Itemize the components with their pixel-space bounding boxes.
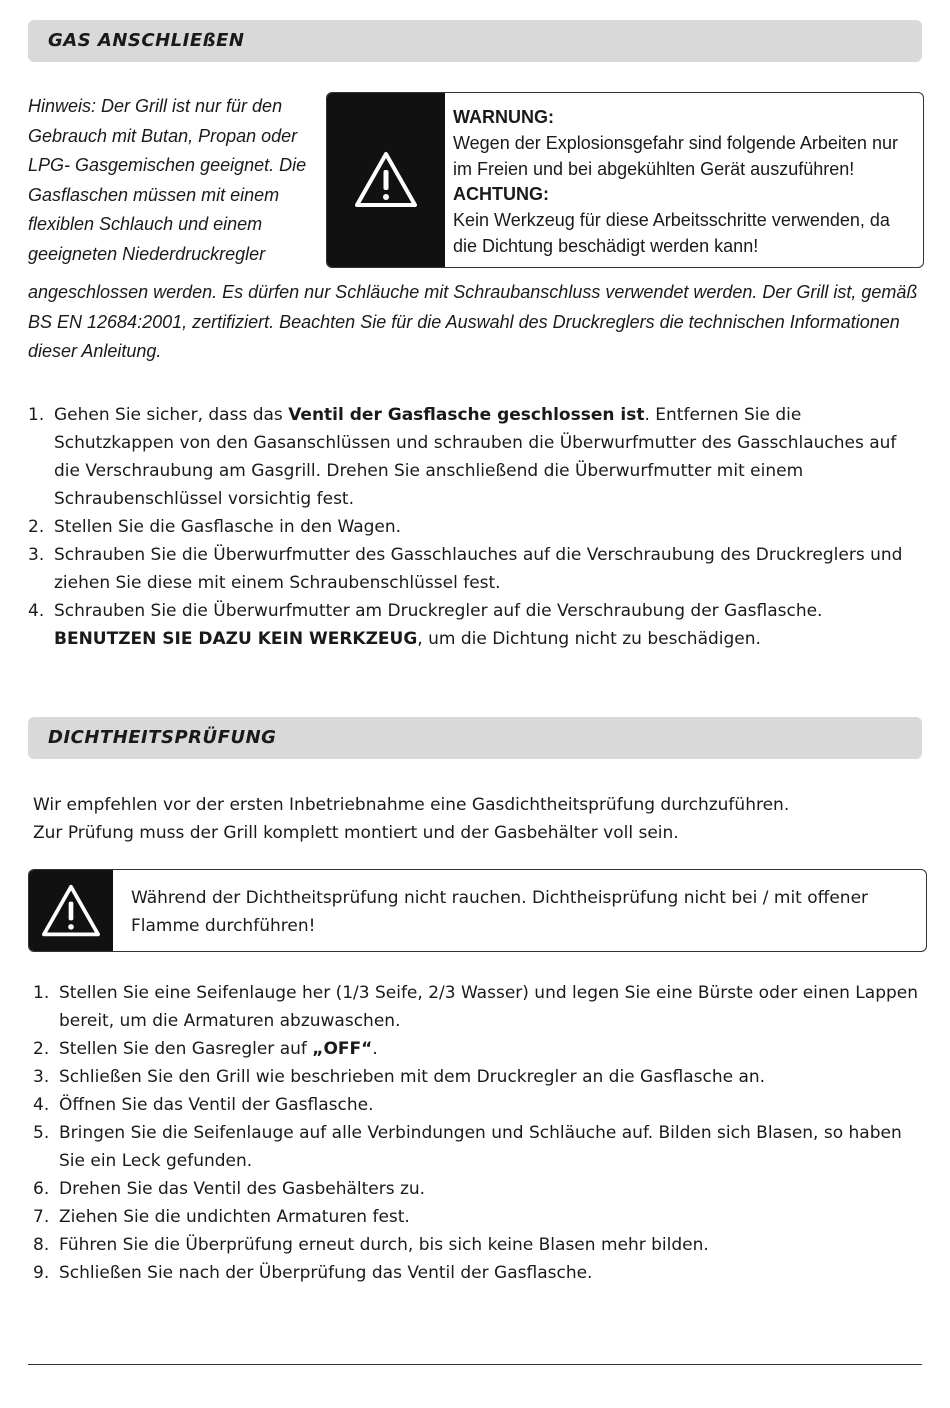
step-text: Ziehen Sie die undichten Armaturen fest.	[59, 1207, 410, 1227]
step-item	[33, 1259, 923, 1287]
step-text: Schrauben Sie die Überwurfmutter am Druckregler auf die Verschraubung der Gasflasche.	[54, 601, 823, 621]
gas-connection-steps	[28, 401, 924, 653]
step-emphasis: BENUTZEN SIE DAZU KEIN WERKZEUG	[54, 629, 418, 649]
footer-divider	[28, 1364, 922, 1365]
step-text: Bringen Sie die Seifenlauge auf alle Verbindungen und Schläuche auf. Bilden sich Blasen, so haben Sie ein Leck gefunden.	[59, 1123, 902, 1171]
section-title: DICHTHEITSPRÜFUNG	[48, 727, 277, 748]
step-item	[33, 979, 923, 1035]
step-number: 5.	[33, 1123, 50, 1143]
warning-text	[453, 105, 913, 260]
warning-box	[28, 869, 927, 952]
step-text: Stellen Sie die Gasflasche in den Wagen.	[54, 517, 402, 537]
step-text: Gehen Sie sicher, dass das	[54, 405, 289, 425]
step-text: .	[372, 1039, 378, 1059]
step-number: 7.	[33, 1207, 50, 1227]
step-emphasis: Ventil der Gasflasche geschlossen ist	[288, 405, 645, 425]
step-number: 9.	[33, 1263, 50, 1283]
step-text: . Entfernen Sie die Schutzkappen von den Gasanschlüssen und schrauben die Überwurfmutter des Gasschlauches auf die Verschraubung am Gasgrill. Drehen Sie anschließend die Überwurfmutter mit einem Schraubenschlüssel vorsichtig fest.	[54, 405, 897, 509]
intro-line: Wir empfehlen vor der ersten Inbetriebnahme eine Gasdichtheitsprüfung durchzuführen.	[33, 795, 790, 815]
step-text: Drehen Sie das Ventil des Gasbehälters zu.	[59, 1179, 426, 1199]
section-title: GAS ANSCHLIEßEN	[48, 30, 245, 51]
warning-icon-panel	[327, 93, 445, 267]
step-item	[33, 1175, 923, 1203]
step-item	[28, 541, 924, 597]
warning-triangle-icon	[40, 883, 102, 939]
section-header-gas-anschliessen	[28, 20, 922, 62]
step-text: Schrauben Sie die Überwurfmutter des Gasschlauches auf die Verschraubung des Druckreglers und ziehen Sie diese mit einem Schraubenschlüssel fest.	[54, 545, 903, 593]
warning-heading: WARNUNG:	[453, 107, 554, 127]
step-number: 1.	[28, 405, 45, 425]
warning-icon-panel	[29, 870, 113, 951]
step-item	[33, 1063, 923, 1091]
step-item	[28, 513, 924, 541]
step-text: Stellen Sie den Gasregler auf	[59, 1039, 313, 1059]
warning-triangle-icon	[353, 150, 419, 210]
hinweis-note-continued: angeschlossen werden. Es dürfen nur Schläuche mit Schraubanschluss verwendet werden. Der Grill ist, gemäß BS EN 12684:2001, zertifiziert. Beachten Sie für die Auswahl des Druckreglers die technischen Informationen dieser Anleitung.	[28, 282, 918, 361]
step-number: 3.	[33, 1067, 50, 1087]
step-item	[28, 401, 924, 513]
step-number: 4.	[28, 601, 45, 621]
step-item	[33, 1203, 923, 1231]
step-emphasis: „OFF“	[312, 1039, 373, 1059]
step-item	[33, 1119, 923, 1175]
step-number: 8.	[33, 1235, 50, 1255]
hinweis-note: Hinweis: Der Grill ist nur für den Gebrauch mit Butan, Propan oder LPG- Gasgemischen geeignet. Die Gasflaschen müssen mit einem flexiblen Schlauch und einem geeigneten Niederdruckregler	[28, 96, 307, 264]
step-text: Öffnen Sie das Ventil der Gasflasche.	[59, 1095, 374, 1115]
caution-body: Kein Werkzeug für diese Arbeitsschritte verwenden, da die Dichtung beschädigt werden kann!	[453, 210, 890, 256]
step-text: Stellen Sie eine Seifenlauge her (1/3 Seife, 2/3 Wasser) und legen Sie eine Bürste oder einen Lappen bereit, um die Armaturen abzuwaschen.	[59, 983, 919, 1031]
step-item	[33, 1091, 923, 1119]
step-item	[33, 1035, 923, 1063]
step-number: 2.	[33, 1039, 50, 1059]
step-number: 3.	[28, 545, 45, 565]
step-text: Schließen Sie den Grill wie beschrieben mit dem Druckregler an die Gasflasche an.	[59, 1067, 766, 1087]
step-item	[28, 597, 924, 653]
step-number: 1.	[33, 983, 50, 1003]
section-header-dichtheitspruefung	[28, 717, 922, 759]
step-number: 4.	[33, 1095, 50, 1115]
leak-test-intro	[33, 791, 923, 847]
warning-body: Wegen der Explosionsgefahr sind folgende Arbeiten nur im Freien und bei abgekühlten Gerät auszuführen!	[453, 132, 898, 179]
leak-test-steps	[33, 979, 923, 1287]
warning-box	[326, 92, 924, 268]
caution-heading: ACHTUNG:	[453, 184, 549, 205]
step-text: Führen Sie die Überprüfung erneut durch, bis sich keine Blasen mehr bilden.	[59, 1235, 709, 1255]
step-text: Schließen Sie nach der Überprüfung das Ventil der Gasflasche.	[59, 1263, 593, 1283]
step-item	[33, 1231, 923, 1259]
step-text: , um die Dichtung nicht zu beschädigen.	[417, 629, 761, 649]
step-number: 6.	[33, 1179, 50, 1199]
step-number: 2.	[28, 517, 45, 537]
warning-text: Während der Dichtheitsprüfung nicht rauchen. Dichtheisprüfung nicht bei / mit offener Flamme durchführen!	[131, 888, 869, 936]
intro-line: Zur Prüfung muss der Grill komplett montiert und der Gasbehälter voll sein.	[33, 823, 679, 843]
